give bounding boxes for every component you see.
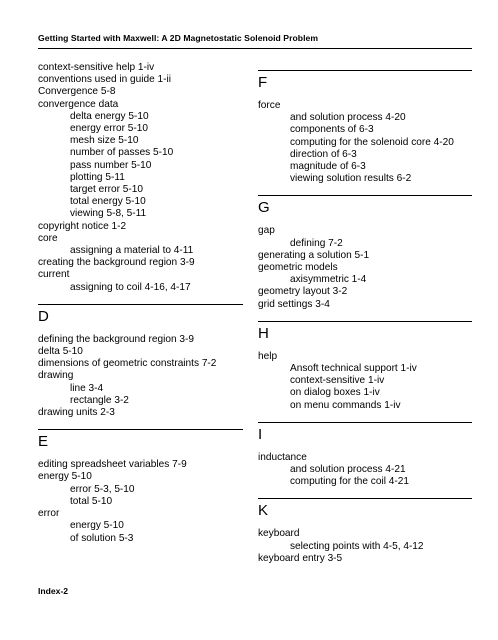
index-column-right (258, 60, 472, 565)
index-entry: geometry layout 3-2 (258, 286, 348, 298)
index-subentry: selecting points with 4-5, 4-12 (290, 540, 424, 552)
index-entry: core (38, 232, 58, 244)
index-entry: drawing units 2-3 (38, 407, 115, 419)
index-subentry: axisymmetric 1-4 (290, 274, 367, 286)
index-entry: error (38, 508, 60, 520)
index-entry: drawing (38, 370, 74, 382)
section-letter: I (258, 425, 263, 443)
index-subentry: target error 5-10 (70, 184, 143, 196)
index-entry: conventions used in guide 1-ii (38, 74, 171, 86)
index-entry: copyright notice 1-2 (38, 220, 127, 232)
index-subentry: total 5-10 (70, 495, 113, 507)
section-rule (38, 429, 243, 430)
index-subentry: of solution 5-3 (70, 532, 134, 544)
index-entry: current (38, 269, 70, 281)
index-section-h (258, 321, 472, 412)
index-subentry: assigning to coil 4-16, 4-17 (70, 281, 191, 293)
index-subentry: energy error 5-10 (70, 123, 148, 135)
index-subentry: computing for the solenoid core 4-20 (290, 136, 454, 148)
index-subentry: error 5-3, 5-10 (70, 483, 135, 495)
index-subentry: on dialog boxes 1-iv (290, 387, 380, 399)
index-entry: generating a solution 5-1 (258, 249, 370, 261)
index-subentry: direction of 6-3 (290, 148, 357, 160)
index-section-d (38, 304, 243, 419)
section-letter: D (38, 307, 49, 325)
running-header: Getting Started with Maxwell: A 2D Magnetostatic Solenoid Problem (38, 33, 319, 43)
index-entry: context-sensitive help 1-iv (38, 62, 155, 73)
header-rule (38, 48, 472, 49)
section-rule (258, 70, 472, 71)
index-subentry: assigning a material to 4-11 (70, 245, 194, 257)
index-subentry: energy 5-10 (70, 520, 124, 532)
index-section-g (258, 195, 472, 310)
index-subentry: defining 7-2 (290, 237, 343, 249)
index-entry: Convergence 5-8 (38, 86, 116, 98)
index-subentry: rectangle 3-2 (70, 394, 129, 406)
index-column-left (38, 60, 243, 545)
index-subentry: components of 6-3 (290, 124, 374, 136)
index-subentry: line 3-4 (70, 382, 104, 394)
section-rule (258, 498, 472, 499)
index-section-k (258, 498, 472, 565)
section-letter: H (258, 324, 269, 342)
index-section-continued (38, 62, 243, 294)
index-entry: dimensions of geometric constraints 7-2 (38, 358, 217, 370)
page-number: Index-2 (38, 586, 69, 596)
index-subentry: pass number 5-10 (70, 159, 152, 171)
index-entry: grid settings 3-4 (258, 298, 330, 310)
index-entry: delta 5-10 (38, 346, 83, 358)
index-entry: inductance (258, 451, 307, 463)
index-entry: keyboard entry 3-5 (258, 552, 343, 564)
index-subentry: and solution process 4-20 (290, 112, 406, 124)
index-entry: creating the background region 3-9 (38, 257, 195, 269)
index-subentry: and solution process 4-21 (290, 464, 406, 476)
index-subentry: viewing solution results 6-2 (290, 173, 412, 185)
index-subentry: total energy 5-10 (70, 196, 146, 208)
index-subentry: computing for the coil 4-21 (290, 476, 409, 488)
index-subentry: magnitude of 6-3 (290, 161, 366, 173)
index-entry: geometric models (258, 262, 338, 274)
index-subentry: number of passes 5-10 (70, 147, 174, 159)
index-entry: help (258, 350, 278, 362)
index-subentry: mesh size 5-10 (70, 135, 139, 147)
index-section-e (38, 429, 243, 544)
index-subentry: delta energy 5-10 (70, 110, 149, 122)
index-subentry: context-sensitive 1-iv (290, 375, 385, 387)
index-subentry: on menu commands 1-iv (290, 399, 401, 411)
index-entry: energy 5-10 (38, 471, 92, 483)
section-rule (258, 195, 472, 196)
index-subentry: plotting 5-11 (70, 171, 125, 183)
index-entry: convergence data (38, 98, 119, 110)
section-rule (258, 321, 472, 322)
index-entry: keyboard (258, 528, 300, 540)
section-rule (38, 304, 243, 305)
section-letter: F (258, 74, 268, 91)
index-entry: force (258, 100, 281, 111)
index-subentry: viewing 5-8, 5-11 (70, 208, 147, 220)
index-entry: defining the background region 3-9 (38, 333, 195, 345)
index-entry: editing spreadsheet variables 7-9 (38, 459, 187, 471)
index-section-f (258, 70, 472, 185)
index-section-i (258, 422, 472, 489)
section-letter: E (38, 433, 49, 451)
section-letter: G (258, 199, 270, 217)
index-subentry: Ansoft technical support 1-iv (290, 363, 417, 375)
index-entry: gap (258, 225, 275, 237)
section-letter: K (258, 502, 269, 520)
section-rule (258, 422, 472, 423)
